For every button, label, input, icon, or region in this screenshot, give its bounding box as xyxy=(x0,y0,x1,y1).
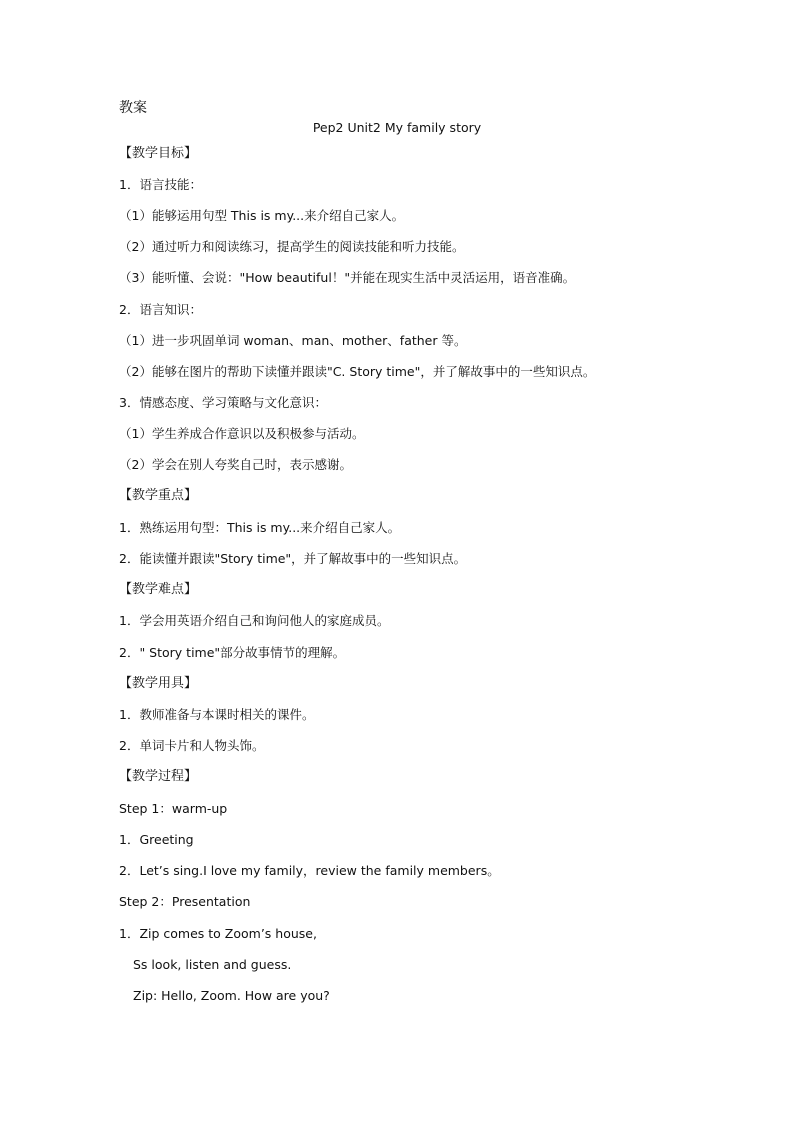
section-heading-process: 【教学过程】 xyxy=(119,769,198,784)
knowledge-title: 2．语言知识： xyxy=(119,302,202,317)
skills-item: （3）能听懂、会说："How beautiful！"并能在现实生活中灵活运用，语音准确。 xyxy=(119,270,576,285)
section-heading-tools: 【教学用具】 xyxy=(119,676,198,691)
step2-item: Ss look, listen and guess. xyxy=(133,957,292,972)
key-point-item: 2．能读懂并跟读"Story time"，并了解故事中的一些知识点。 xyxy=(119,551,467,566)
difficulty-item: 1．学会用英语介绍自己和询问他人的家庭成员。 xyxy=(119,613,390,628)
attitude-item: （2）学会在别人夸奖自己时，表示感谢。 xyxy=(119,457,352,472)
step1-item: 1．Greeting xyxy=(119,832,194,847)
difficulty-item: 2．" Story time"部分故事情节的理解。 xyxy=(119,645,346,660)
tool-item: 1．教师准备与本课时相关的课件。 xyxy=(119,707,315,722)
lesson-subtitle: Pep2 Unit2 My family story xyxy=(312,120,482,135)
step2-title: Step 2：Presentation xyxy=(119,894,251,909)
section-heading-key-points: 【教学重点】 xyxy=(119,488,198,503)
step1-title: Step 1：warm-up xyxy=(119,801,228,816)
step2-item: 1．Zip comes to Zoom’s house, xyxy=(119,926,317,941)
step1-item: 2．Let’s sing.I love my family，review the family members。 xyxy=(119,863,500,878)
key-point-item: 1．熟练运用句型：This is my...来介绍自己家人。 xyxy=(119,520,401,535)
skills-item: （1）能够运用句型 This is my...来介绍自己家人。 xyxy=(119,208,405,223)
attitude-item: （1）学生养成合作意识以及积极参与活动。 xyxy=(119,426,365,441)
knowledge-item: （1）进一步巩固单词 woman、man、mother、father 等。 xyxy=(119,333,467,348)
tool-item: 2．单词卡片和人物头饰。 xyxy=(119,738,265,753)
skills-item: （2）通过听力和阅读练习，提高学生的阅读技能和听力技能。 xyxy=(119,239,465,254)
step2-item: Zip: Hello, Zoom. How are you? xyxy=(133,988,330,1003)
knowledge-item: （2）能够在图片的帮助下读懂并跟读"C. Story time"，并了解故事中的一些知识点。 xyxy=(119,364,596,379)
document-title: 教案 xyxy=(119,100,147,116)
skills-title: 1．语言技能： xyxy=(119,177,202,192)
section-heading-objectives: 【教学目标】 xyxy=(119,146,198,161)
section-heading-difficulties: 【教学难点】 xyxy=(119,582,198,597)
attitude-title: 3．情感态度、学习策略与文化意识： xyxy=(119,395,327,410)
